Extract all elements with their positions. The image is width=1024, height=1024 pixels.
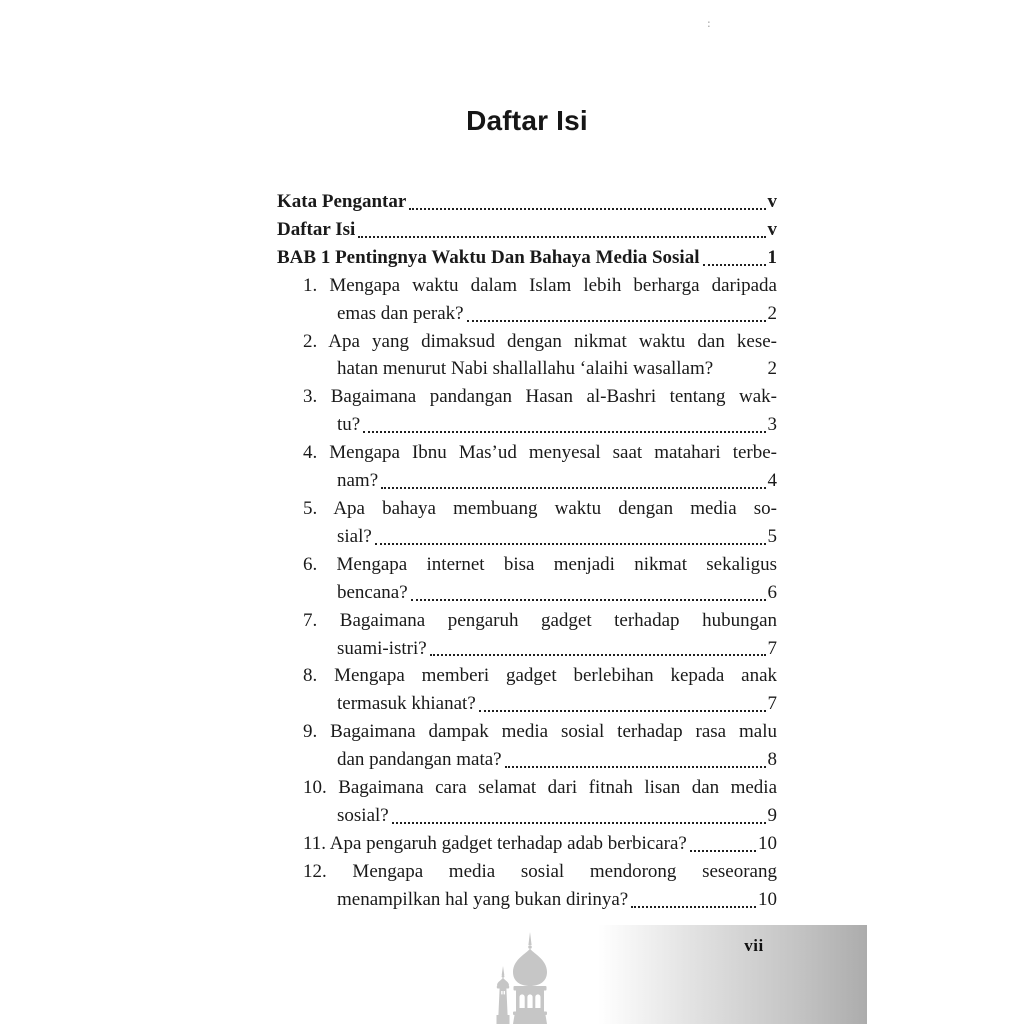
- toc-entry: [277, 662, 777, 718]
- mosque-dome: [513, 949, 547, 987]
- toc-entry-line: [277, 746, 777, 774]
- toc-entry-line: 5. Apa bahaya membuang waktu dengan media so-: [303, 497, 777, 519]
- toc-entry-line: 6. Mengapa internet bisa menjadi nikmat sekaligus: [303, 553, 777, 575]
- toc-entry: [277, 216, 777, 244]
- toc-page-number: 5: [767, 525, 777, 547]
- leader-dots: [703, 244, 766, 266]
- leader-dots: [430, 635, 766, 657]
- toc-entry: [277, 858, 777, 914]
- toc-entry: [277, 607, 777, 663]
- mosque-spire: [528, 932, 531, 945]
- toc-list: [277, 188, 777, 914]
- toc-entry-line: [277, 244, 777, 272]
- toc-page-number: 6: [767, 581, 777, 603]
- leader-dots: [375, 523, 766, 545]
- toc-entry-text: bencana?: [337, 581, 408, 603]
- toc-entry-text: tu?: [337, 414, 361, 436]
- toc-entry-text: termasuk khianat?: [337, 693, 476, 715]
- toc-entry: [277, 272, 777, 328]
- leader-dots: [358, 216, 765, 238]
- toc-entry-text: emas dan perak?: [337, 302, 464, 324]
- toc-entry-line: [277, 523, 777, 551]
- toc-entry-line: [277, 355, 777, 383]
- page-title: Daftar Isi: [466, 104, 588, 136]
- toc-entry-line: [277, 579, 777, 607]
- toc-entry-line: [277, 411, 777, 439]
- leader-dots: [479, 690, 766, 712]
- leader-dots: [467, 300, 766, 322]
- toc-entry-line: 10. Bagaimana cara selamat dari fitnah lisan dan media: [303, 777, 777, 799]
- toc-entry-line: [277, 635, 777, 663]
- toc-entry: [277, 439, 777, 495]
- leader-dots: [409, 188, 765, 210]
- toc-entry: [277, 328, 777, 384]
- toc-entry: [277, 774, 777, 830]
- toc-page-number: 7: [767, 637, 777, 659]
- toc-page-number: 2: [767, 358, 777, 380]
- toc-entry: [277, 718, 777, 774]
- leader-dots: [381, 467, 765, 489]
- mosque-window: [535, 994, 540, 1008]
- toc-entry-line: [277, 300, 777, 328]
- toc-entry-text: suami-istri?: [337, 637, 427, 659]
- leader-dots: [411, 579, 766, 601]
- toc-page-number: 10: [758, 832, 777, 854]
- minaret-window: [501, 991, 502, 994]
- leader-gap: [713, 355, 767, 383]
- toc-entry-text: 11. Apa pengaruh gadget terhadap adab berbicara?: [303, 832, 687, 854]
- mosque-window: [520, 994, 525, 1008]
- corner-mark: :: [707, 17, 711, 30]
- toc-entry-line: [277, 467, 777, 495]
- toc-entry-line: [277, 830, 777, 858]
- toc-page-number: 1: [767, 246, 777, 268]
- toc-entry-text: sosial?: [337, 804, 389, 826]
- toc-entry-text: hatan menurut Nabi shallallahu ‘alaihi wasallam?: [337, 358, 714, 380]
- toc-page-number: 8: [767, 749, 777, 771]
- toc-page-number: 7: [767, 693, 777, 715]
- toc-entry: [277, 830, 777, 858]
- toc-entry-text: sial?: [337, 525, 372, 547]
- toc-entry-line: 2. Apa yang dimaksud dengan nikmat waktu dan kese-: [303, 330, 777, 352]
- toc-entry-line: 8. Mengapa memberi gadget berlebihan kepada anak: [303, 665, 777, 687]
- minaret-window: [504, 991, 505, 994]
- leader-dots: [363, 411, 765, 433]
- toc-page-number: v: [767, 191, 777, 212]
- toc-entry-text: Daftar Isi: [277, 218, 356, 240]
- leader-dots: [690, 830, 756, 852]
- toc-entry-text: dan pandangan mata?: [337, 749, 502, 771]
- toc-page-number: 4: [767, 470, 777, 492]
- toc-entry-text: menampilkan hal yang bukan dirinya?: [337, 888, 629, 910]
- toc-entry-line: [277, 188, 777, 216]
- toc-entry-line: 1. Mengapa waktu dalam Islam lebih berharga daripada: [303, 274, 777, 296]
- toc-entry: [277, 188, 777, 216]
- toc-entry: [277, 383, 777, 439]
- toc-page-number: 9: [767, 804, 777, 826]
- leader-dots: [392, 802, 766, 824]
- leader-dots: [631, 886, 756, 908]
- toc-entry-line: 9. Bagaimana dampak media sosial terhadap rasa malu: [303, 721, 777, 743]
- toc-entry-line: 4. Mengapa Ibnu Mas’ud menyesal saat matahari terbe-: [303, 442, 777, 464]
- toc-entry-line: [277, 802, 777, 830]
- toc-entry: [277, 244, 777, 272]
- toc-entry-text: BAB 1 Pentingnya Waktu Dan Bahaya Media Sosial: [277, 246, 700, 268]
- toc-entry-line: 12. Mengapa media sosial mendorong seseorang: [303, 860, 777, 882]
- toc-page-number: v: [767, 218, 777, 240]
- footer-page-number: vii: [744, 936, 764, 955]
- toc-page-number: 3: [767, 414, 777, 436]
- toc-entry: [277, 551, 777, 607]
- toc-page-number: 10: [758, 888, 777, 910]
- toc-entry-line: 7. Bagaimana pengaruh gadget terhadap hubungan: [303, 609, 777, 631]
- toc-entry: [277, 495, 777, 551]
- toc-entry-line: [277, 216, 777, 244]
- toc-entry-line: [277, 886, 777, 914]
- toc-entry-line: [277, 690, 777, 718]
- toc-entry-text: nam?: [337, 470, 379, 492]
- toc-page-number: 2: [767, 302, 777, 324]
- mosque-silhouette-icon: [466, 925, 562, 1024]
- toc-entry-line: 3. Bagaimana pandangan Hasan al-Bashri tentang wak-: [303, 386, 777, 408]
- leader-dots: [505, 746, 766, 768]
- mosque-window: [527, 994, 532, 1008]
- toc-entry-text: Kata Pengantar: [277, 191, 407, 212]
